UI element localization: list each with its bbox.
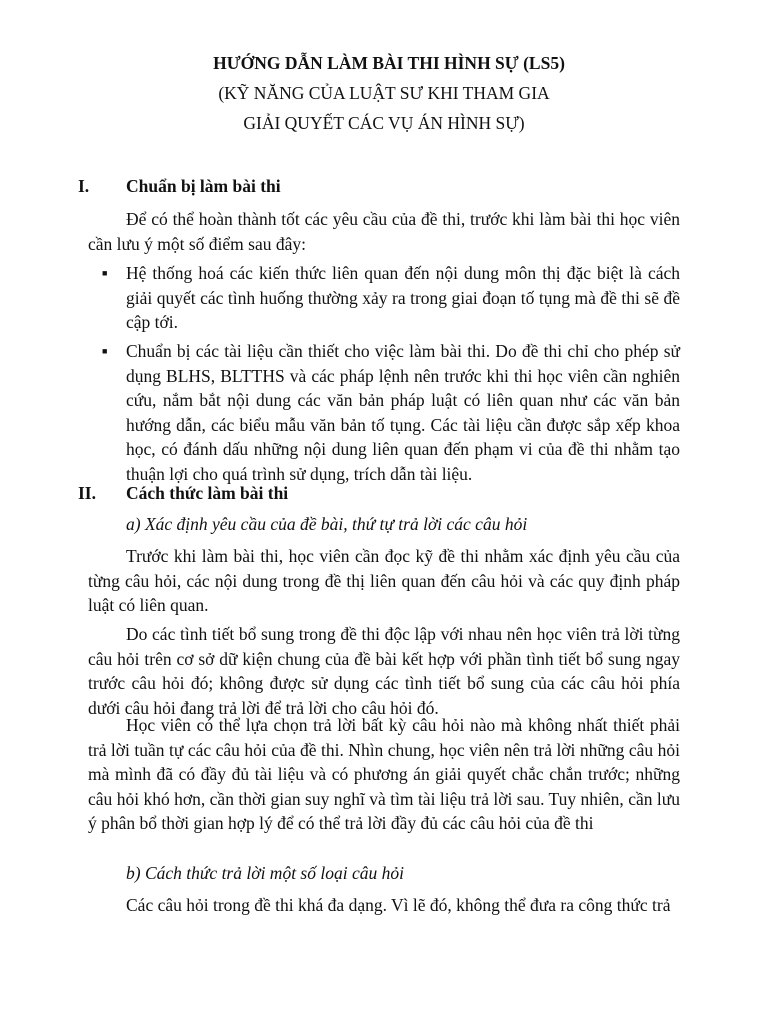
bullet-text: Hệ thống hoá các kiến thức liên quan đến nội dung môn thị đặc biệt là cách giải quyết các tình huống thường xảy ra trong giai đoạn tố tụng mà đề thi sẽ đề cập tới. — [126, 263, 680, 332]
section2-paragraph-3: Học viên có thể lựa chọn trả lời bất kỳ câu hỏi nào mà không nhất thiết phải trả lời tuần tự các câu hỏi của đề thi. Nhìn chung, học viên nên trả lời những câu hỏi mà mình đã có đầy đủ tài liệu và có phương án giải quyết chắc chắn trước; những câu hỏi khó hơn, cần thời gian suy nghĩ và tìm tài liệu trả lời sau. Tuy nhiên, cần lưu ý phân bổ thời gian hợp lý để có thể trả lời đầy đủ các câu hỏi của đề thi — [88, 715, 680, 833]
list-item — [102, 339, 680, 486]
document-subtitle-line2: GIẢI QUYẾT CÁC VỤ ÁN HÌNH SỰ) — [243, 113, 525, 133]
section-number-2: II. — [78, 483, 96, 503]
document-title: HƯỚNG DẪN LÀM BÀI THI HÌNH SỰ (LS5) — [213, 53, 565, 73]
bullet-square-icon: ■ — [102, 268, 108, 278]
subheading-b: b) Cách thức trả lời một số loại câu hỏi — [126, 863, 404, 883]
section2-paragraph-4: Các câu hỏi trong đề thi khá đa dạng. Vì lẽ đó, không thể đưa ra công thức trả — [126, 895, 671, 915]
list-item — [102, 261, 680, 335]
section2-paragraph-1: Trước khi làm bài thi, học viên cần đọc kỹ đề thi nhằm xác định yêu cầu của từng câu hỏi, các nội dung trong đề thị liên quan đến câu hỏi và các quy định pháp luật có liên quan. — [88, 546, 680, 615]
document-subtitle-line1: (KỸ NĂNG CỦA LUẬT SƯ KHI THAM GIA — [218, 83, 550, 103]
section-title-1: Chuẩn bị làm bài thi — [126, 176, 281, 196]
bullet-text: Chuẩn bị các tài liệu cần thiết cho việc làm bài thi. Do đề thi chỉ cho phép sử dụng BLHS, BLTTHS và các pháp lệnh nên trước khi thi học viên cần nghiên cứu, nắm bắt nội dung các văn bản pháp luật có liên quan như các văn bản hướng dẫn, các biểu mẫu văn bản tố tụng. Các tài liệu cần được sắp xếp khoa học, có đánh dấu những nội dung liên quan đến phạm vi của đề thi nhằm tạo thuận lợi cho quá trình sử dụng, trích dẫn tài liệu. — [126, 341, 680, 484]
section-heading-1 — [78, 176, 281, 197]
section-number-1: I. — [78, 176, 90, 196]
section-title-2: Cách thức làm bài thi — [126, 483, 289, 503]
section1-intro-paragraph: Để có thể hoàn thành tốt các yêu cầu của đề thi, trước khi làm bài thi học viên cần lưu ý một số điểm sau đây: — [88, 209, 680, 254]
title-block — [0, 48, 768, 138]
subheading-a: a) Xác định yêu cầu của đề bài, thứ tự trả lời các câu hỏi — [126, 514, 528, 534]
section2-paragraph-2: Do các tình tiết bổ sung trong đề thi độc lập với nhau nên học viên trả lời từng câu hỏi trên cơ sở dữ kiện chung của đề bài kết hợp với phần tình tiết bổ sung ngay trước câu hỏi đó; không được sử dụng các tình tiết bổ sung của các câu hỏi phía dưới câu hỏi đang trả lời để trả lời cho câu hỏi đó. — [88, 624, 680, 718]
section-heading-2 — [78, 483, 288, 504]
bullet-square-icon: ■ — [102, 346, 108, 356]
